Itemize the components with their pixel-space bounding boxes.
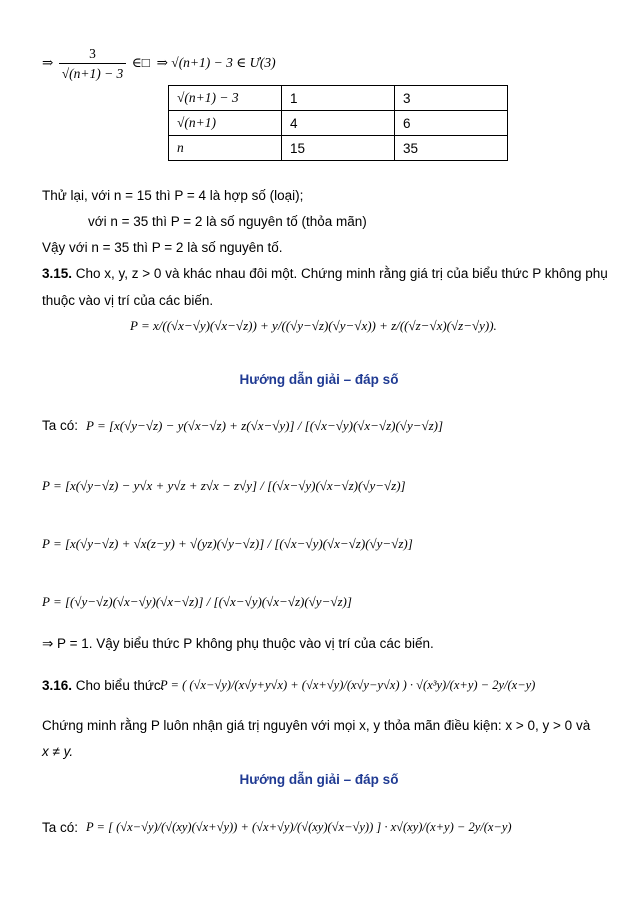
arrow: ⇒ (42, 55, 54, 71)
missing-glyph-box: □ (141, 55, 150, 71)
element-of-symbol: ∈ (131, 55, 142, 71)
table-cell: n (169, 136, 282, 161)
problem-3-15 (42, 266, 608, 281)
formula-p-definition: P = x/((√x−√y)(√x−√z)) + y/((√y−√z)(√y−√x)) + z/((√z−√x)(√z−√y)). (130, 318, 497, 333)
table-cell: 1 (282, 86, 395, 111)
problem-3-15-cont: thuộc vào vị trí của các biến. (42, 293, 214, 308)
divisor-statement: √(n+1) − 3 ∈ Ư(3) (171, 55, 276, 71)
table-cell: √(n+1) − 3 (169, 86, 282, 111)
formula-step-4: P = [(√y−√z)(√x−√y)(√x−√z)] / [(√x−√y)(√x−√z)(√y−√z)] (42, 594, 352, 609)
prove-line: Chứng minh rằng P luôn nhận giá trị nguyên với mọi x, y thỏa mãn điều kiện: x > 0, y > 0 và (42, 718, 591, 733)
problem-number: 3.16. (42, 678, 73, 693)
fraction-numerator: 3 (89, 46, 96, 61)
problem-number: 3.15. (42, 266, 73, 281)
table-row (169, 86, 508, 111)
table-cell: √(n+1) (169, 111, 282, 136)
table-row (169, 111, 508, 136)
formula-step-1: P = [x(√y−√z) − y(√x−√z) + z(√x−√y)] / [(√x−√y)(√x−√z)(√y−√z)] (86, 418, 444, 433)
ta-co-label-2: Ta có: (42, 820, 79, 835)
arrow: ⇒ (156, 55, 168, 71)
check-line-1: Thử lại, với n = 15 thì P = 4 là hợp số (loại); (42, 188, 304, 203)
conclusion-line: Vậy với n = 35 thì P = 2 là số nguyên tố. (42, 240, 283, 255)
formula-step-3: P = [x(√y−√z) + √x(z−y) + √(yz)(√y−√z)] / [(√x−√y)(√x−√z)(√y−√z)] (42, 536, 413, 551)
table-cell: 35 (395, 136, 508, 161)
problem-text: Cho biểu thức: (72, 678, 165, 693)
solution-heading-2: Hướng dẫn giải – đáp số (239, 772, 399, 787)
prove-line-cont: x ≠ y. (42, 744, 74, 759)
formula-p-3-16-solve: P = [ (√x−√y)/(√(xy)(√x+√y)) + (√x+√y)/(√(xy)(√x−√y)) ] · x√(xy)/(x+y) − 2y/(x−y) (86, 820, 512, 834)
problem-text: Cho x, y, z > 0 và khác nhau đôi một. Chứng minh rằng giá trị của biểu thức P không phụ (72, 266, 608, 281)
check-line-2: với n = 35 thì P = 2 là số nguyên tố (thỏa mãn) (88, 214, 367, 229)
table-row (169, 136, 508, 161)
fraction-3-over-sqrt (59, 46, 127, 82)
top-implication-line (42, 46, 276, 82)
formula-step-2: P = [x(√y−√z) − y√x + y√z + z√x − z√y] / [(√x−√y)(√x−√z)(√y−√z)] (42, 478, 406, 493)
table-cell: 15 (282, 136, 395, 161)
table-cell: 4 (282, 111, 395, 136)
fraction-denominator: √(n+1) − 3 (59, 63, 127, 82)
result-line: ⇒ P = 1. Vậy biểu thức P không phụ thuộc vào vị trí của các biến. (42, 636, 434, 651)
solution-heading-1: Hướng dẫn giải – đáp số (239, 372, 399, 387)
table-cell: 3 (395, 86, 508, 111)
table-cell: 6 (395, 111, 508, 136)
ta-co-label: Ta có: (42, 418, 79, 433)
formula-p-3-16: P = ( (√x−√y)/(x√y+y√x) + (√x+√y)/(x√y−y√x) ) · √(x³y)/(x+y) − 2y/(x−y) (160, 678, 536, 692)
problem-3-16 (42, 678, 164, 693)
value-table (168, 85, 508, 161)
